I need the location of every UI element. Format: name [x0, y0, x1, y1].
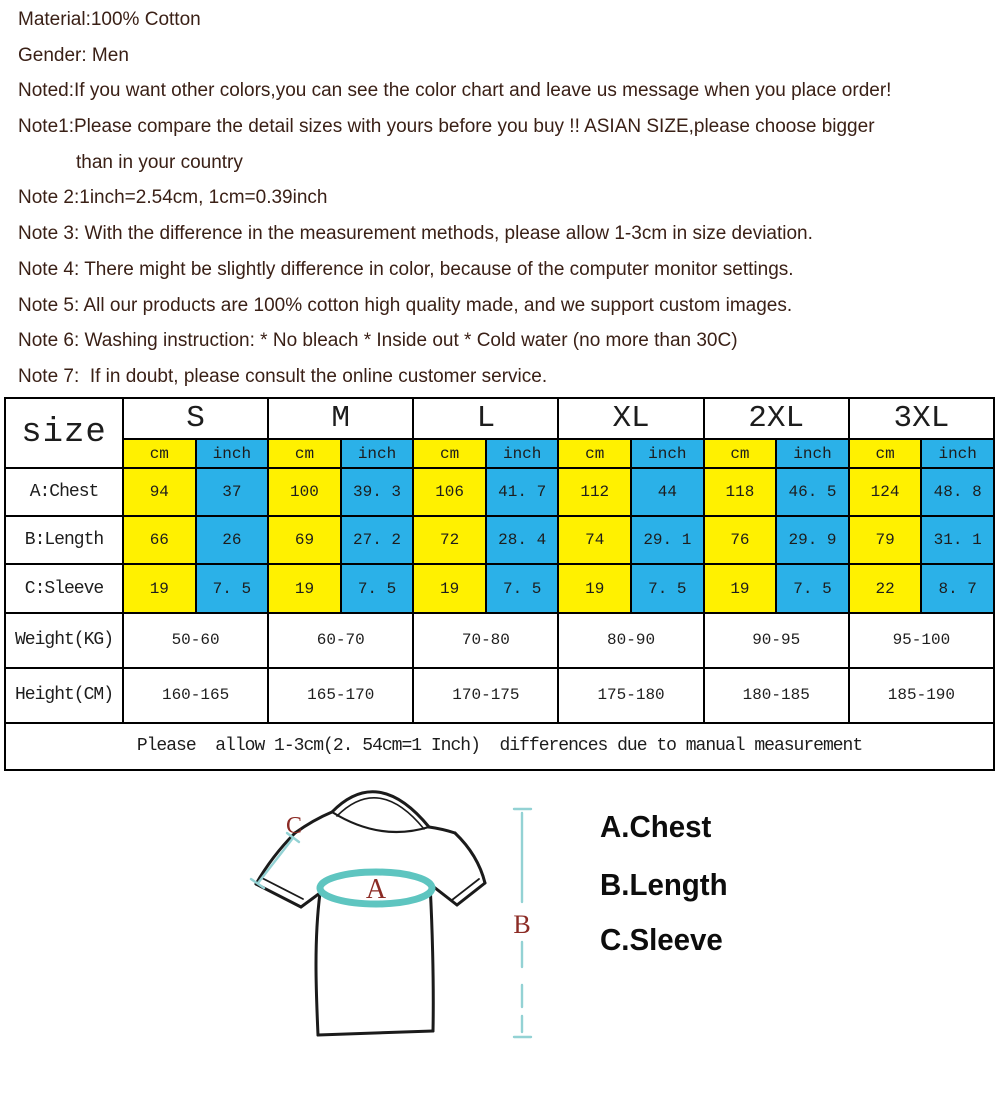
length-row — [5, 516, 994, 564]
weight-range: 60-70 — [268, 613, 413, 668]
size-table — [4, 397, 995, 771]
length-cm: 66 — [123, 516, 196, 564]
sleeve-inch: 7. 5 — [341, 564, 414, 612]
weight-range: 80-90 — [558, 613, 703, 668]
height-range: 170-175 — [413, 668, 558, 723]
chest-cm: 118 — [704, 468, 777, 516]
unit-header-cm: cm — [413, 439, 486, 468]
weight-range: 90-95 — [704, 613, 849, 668]
sleeve-cm: 19 — [704, 564, 777, 612]
unit-header-inch: inch — [921, 439, 994, 468]
chest-inch: 37 — [196, 468, 269, 516]
height-range: 180-185 — [704, 668, 849, 723]
note-colors: Noted:If you want other colors,you can see the color chart and leave us message when you place order! — [18, 80, 892, 102]
note-6: Note 6: Washing instruction: * No bleach * Inside out * Cold water (no more than 30C) — [18, 330, 738, 352]
length-inch: 27. 2 — [341, 516, 414, 564]
size-header-s: S — [123, 398, 268, 439]
note-5: Note 5: All our products are 100% cotton high quality made, and we support custom images. — [18, 294, 793, 316]
sleeve-row — [5, 564, 994, 612]
weight-range: 70-80 — [413, 613, 558, 668]
sleeve-cm: 19 — [123, 564, 196, 612]
size-header-l: L — [413, 398, 558, 439]
height-range: 160-165 — [123, 668, 268, 723]
unit-header-inch: inch — [196, 439, 269, 468]
length-inch: 26 — [196, 516, 269, 564]
height-row — [5, 668, 994, 723]
height-range: 175-180 — [558, 668, 703, 723]
row-label-height: Height(CM) — [5, 668, 123, 723]
unit-header-inch: inch — [631, 439, 704, 468]
size-header-m: M — [268, 398, 413, 439]
row-label-length: B:Length — [5, 516, 123, 564]
unit-header-cm: cm — [704, 439, 777, 468]
chest-cm: 100 — [268, 468, 341, 516]
sleeve-inch: 7. 5 — [776, 564, 849, 612]
legend-chest: A.Chest — [600, 809, 712, 844]
unit-header-inch: inch — [341, 439, 414, 468]
unit-header-row — [5, 439, 994, 468]
note-material: Material:100% Cotton — [18, 9, 201, 30]
product-notes — [18, 2, 988, 395]
chest-inch: 39. 3 — [341, 468, 414, 516]
length-cm: 72 — [413, 516, 486, 564]
sleeve-cm: 22 — [849, 564, 922, 612]
table-footer-row — [5, 723, 994, 770]
sleeve-cm: 19 — [268, 564, 341, 612]
note-gender: Gender: Men — [18, 44, 129, 66]
chest-inch: 41. 7 — [486, 468, 559, 516]
length-inch: 28. 4 — [486, 516, 559, 564]
length-cm: 69 — [268, 516, 341, 564]
note-1: Note1:Please compare the detail sizes with yours before you buy !! ASIAN SIZE,please choose bigger — [18, 116, 875, 138]
length-cm: 79 — [849, 516, 922, 564]
note-2: Note 2:1inch=2.54cm, 1cm=0.39inch — [18, 187, 328, 209]
length-marker: B — [513, 910, 531, 939]
legend-length: B.Length — [600, 867, 728, 902]
size-header-row — [5, 398, 994, 439]
length-inch: 31. 1 — [921, 516, 994, 564]
measurement-diagram — [0, 780, 1000, 1101]
weight-row — [5, 613, 994, 668]
row-label-chest: A:Chest — [5, 468, 123, 516]
chest-marker: A — [365, 874, 387, 905]
sleeve-marker: C — [285, 813, 303, 839]
unit-header-cm: cm — [268, 439, 341, 468]
sleeve-inch: 7. 5 — [196, 564, 269, 612]
chest-cm: 106 — [413, 468, 486, 516]
unit-header-inch: inch — [776, 439, 849, 468]
length-inch: 29. 9 — [776, 516, 849, 564]
chest-inch: 48. 8 — [921, 468, 994, 516]
row-label-weight: Weight(KG) — [5, 613, 123, 668]
sleeve-inch: 8. 7 — [921, 564, 994, 612]
chest-row — [5, 468, 994, 516]
note-4: Note 4: There might be slightly difference in color, because of the computer monitor settings. — [18, 258, 794, 280]
length-cm: 74 — [558, 516, 631, 564]
tshirt-diagram-svg — [0, 780, 1000, 1101]
unit-header-inch: inch — [486, 439, 559, 468]
measurement-disclaimer: Please allow 1-3cm(2. 54cm=1 Inch) differences due to manual measurement — [5, 723, 994, 770]
length-cm: 76 — [704, 516, 777, 564]
chest-cm: 124 — [849, 468, 922, 516]
legend-sleeve: C.Sleeve — [600, 922, 723, 957]
height-range: 185-190 — [849, 668, 994, 723]
chest-inch: 46. 5 — [776, 468, 849, 516]
note-7: Note 7: If in doubt, please consult the online customer service. — [18, 365, 548, 387]
length-inch: 29. 1 — [631, 516, 704, 564]
weight-range: 95-100 — [849, 613, 994, 668]
chest-cm: 94 — [123, 468, 196, 516]
row-label-sleeve: C:Sleeve — [5, 564, 123, 612]
sleeve-cm: 19 — [558, 564, 631, 612]
sleeve-inch: 7. 5 — [631, 564, 704, 612]
size-header-2xl: 2XL — [704, 398, 849, 439]
note-3: Note 3: With the difference in the measurement methods, please allow 1-3cm in size deviation. — [18, 223, 813, 245]
size-header-3xl: 3XL — [849, 398, 994, 439]
unit-header-cm: cm — [123, 439, 196, 468]
unit-header-cm: cm — [849, 439, 922, 468]
sleeve-cm: 19 — [413, 564, 486, 612]
size-corner-cell: size — [5, 398, 123, 468]
sleeve-inch: 7. 5 — [486, 564, 559, 612]
chest-cm: 112 — [558, 468, 631, 516]
weight-range: 50-60 — [123, 613, 268, 668]
unit-header-cm: cm — [558, 439, 631, 468]
chest-inch: 44 — [631, 468, 704, 516]
size-header-xl: XL — [558, 398, 703, 439]
height-range: 165-170 — [268, 668, 413, 723]
note-1-wrap: than in your country — [76, 151, 243, 173]
